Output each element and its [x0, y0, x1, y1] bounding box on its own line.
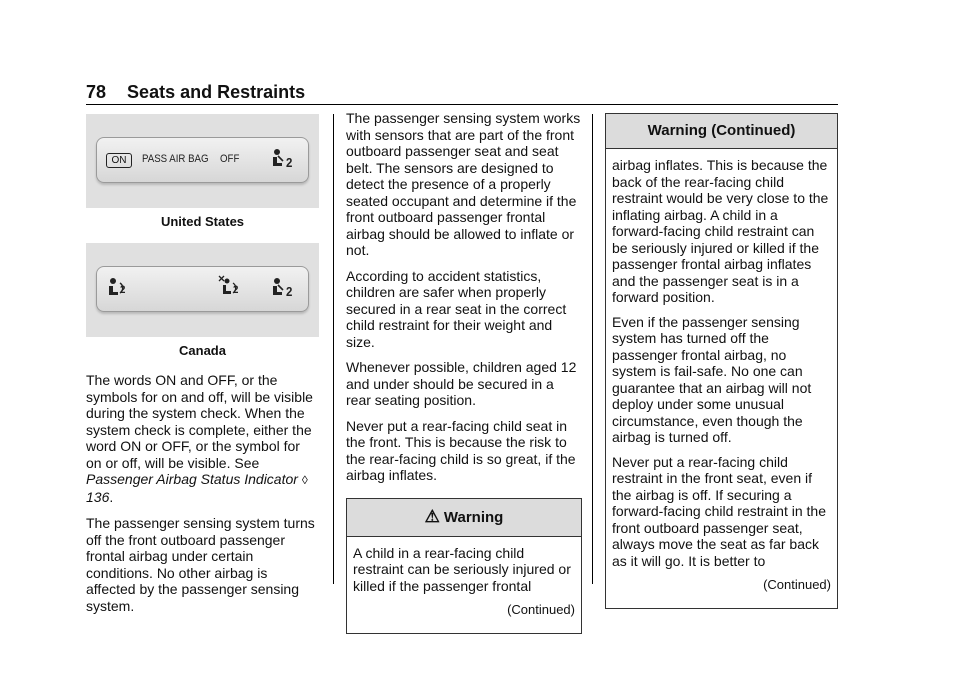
- column-2: [346, 110, 582, 634]
- continued-label: (Continued): [507, 602, 575, 617]
- section-title: Seats and Restraints: [127, 82, 306, 102]
- paragraph-system-check: The words ON and OFF, or the symbols for on and off, will be visible during the system check. When the system check is complete, either the word ON or OFF, or the symbol for on or off, will be visible. See Passenger Airbag Status Indicator ◊ 136.: [86, 372, 313, 505]
- figure-caption-us: United States: [160, 214, 245, 229]
- paragraph-statistics: According to accident statistics, children are safer when properly secured in a rear seat in the correct child restraint for their weight and size.: [346, 267, 567, 350]
- pass-airbag-label: PASS AIR BAG: [142, 153, 209, 165]
- page-number: 78: [86, 82, 107, 102]
- warning-text: A child in a rear-facing child restraint can be seriously injured or killed if the passenger frontal: [353, 544, 571, 594]
- warning-title: Warning: [443, 508, 504, 526]
- airbag-off-icon: [217, 275, 243, 297]
- page-header: [86, 82, 305, 103]
- warning-body: [347, 537, 581, 633]
- on-indicator-box: [106, 153, 132, 168]
- header-rule: [86, 104, 838, 105]
- cross-reference-link[interactable]: Passenger Airbag Status Indicator: [86, 471, 298, 487]
- column-1: [86, 114, 319, 624]
- paragraph-sensors: The passenger sensing system works with sensors that are part of the front outboard passenger seat and seat belt. The sensors are designed to detect the presence of a properly seated occupant and determine if the front outboard passenger frontal airbag should be allowed to inflate or not.: [346, 110, 581, 258]
- warning-icon: ⚠: [424, 506, 440, 526]
- warning-paragraph-3: Never put a rear-facing child restraint in the front seat, even if the airbag is off. If securing a forward-facing child restraint in the front outboard passenger seat, always move the seat as far back as it will go. It is better to: [612, 453, 826, 569]
- off-label: OFF: [220, 153, 240, 165]
- paragraph-age-guidance: Whenever possible, children aged 12 and under should be secured in a rear seating position.: [346, 359, 577, 408]
- seat-number-off: 2: [233, 284, 239, 296]
- warning-continued-header: Warning (Continued): [606, 114, 837, 149]
- seat-number-occupied: 2: [286, 284, 293, 299]
- paragraph-rear-facing: Never put a rear-facing child seat in the front. This is because the risk to the rear-facing child is so great, if the airbag inflates.: [346, 417, 576, 483]
- warning-continued-box: [605, 113, 838, 609]
- warning-box: [346, 498, 582, 634]
- continued-label: (Continued): [763, 577, 831, 592]
- warning-paragraph-1: airbag inflates. This is because the back of the rear-facing child restraint would be very close to the inflating airbag. A child in a forward-facing child restraint can be seriously injured or killed if the passenger frontal airbag inflates and the passenger seat is in a forward position.: [612, 157, 829, 305]
- column-divider-2: [592, 114, 593, 584]
- cross-reference-page[interactable]: 136: [86, 488, 110, 505]
- on-label: ON: [111, 155, 127, 166]
- paragraph-sensing-system: The passenger sensing system turns off the front outboard passenger frontal airbag under certain conditions. No other airbag is affected by the passenger sensing system.: [86, 515, 315, 614]
- column-3: [605, 113, 838, 609]
- us-indicator-panel: [96, 137, 309, 183]
- airbag-on-icon: [106, 277, 132, 299]
- warning-continued-body: [606, 149, 837, 608]
- figure-canada-indicator: [86, 243, 319, 337]
- canada-indicator-panel: [96, 266, 309, 312]
- seat-number: 2: [286, 155, 293, 170]
- page-reference-icon: ◊: [301, 473, 308, 487]
- warning-header: [347, 499, 581, 537]
- warning-paragraph-2: Even if the passenger sensing system has turned off the passenger frontal airbag, no system is fail-safe. No one can guarantee that an airbag will not deploy under some unusual circumstance, even though the airbag is turned off.: [612, 313, 812, 445]
- figure-caption-canada: Canada: [179, 343, 226, 358]
- seat-number-on: 2: [120, 284, 126, 296]
- column-divider-1: [333, 114, 334, 584]
- figure-us-indicator: [86, 114, 319, 208]
